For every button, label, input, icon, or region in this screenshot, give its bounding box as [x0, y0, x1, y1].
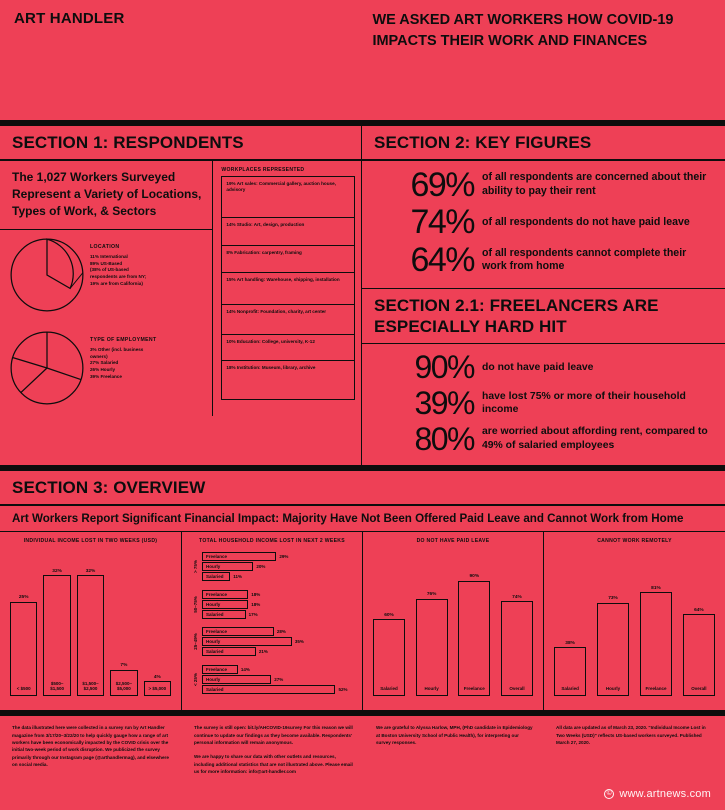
bar: Salaried [202, 685, 335, 694]
bar-value-label: 27% [274, 676, 284, 682]
location-legend-title: LOCATION [90, 244, 120, 251]
bar-category-label: $2,500–$5,000 [115, 680, 133, 692]
section-3-title: SECTION 3: OVERVIEW [12, 478, 206, 498]
bar [77, 575, 104, 696]
bar-value-label: 4% [153, 674, 161, 680]
chart-household-income-lost [182, 532, 363, 710]
key-figures-list [362, 161, 725, 288]
location-pie-icon [8, 236, 86, 319]
bar-category-label: Overall [691, 686, 707, 692]
main-headline: WE ASKED ART WORKERS HOW COVID-19 IMPACTS THEIR WORK AND FINANCES [372, 12, 674, 49]
bar-column [43, 569, 70, 696]
bar-category-label: Freelance [463, 686, 485, 692]
bar: Hourly [202, 562, 253, 571]
note-paragraph: We are happy to share our data with other outlets and resources, including additional statistics that are not illustrated above. Please email us for more information: info@art-handler.com [194, 754, 353, 775]
upper-columns [0, 126, 725, 465]
chart-2-title: TOTAL HOUSEHOLD INCOME LOST IN NEXT 2 WEEKS [199, 538, 345, 545]
bar-column [144, 675, 171, 697]
bar-value-label: 81% [651, 585, 661, 591]
bar-column [458, 574, 490, 696]
bar [458, 581, 490, 696]
workplace-item: 10% Education: College, university, K-12 [221, 334, 355, 361]
bar: Freelance [202, 590, 248, 599]
employment-legend-line: 26% Hourly [90, 367, 116, 373]
chart-cannot-work-remotely [544, 532, 725, 710]
bar-category-label: $500–$1,500 [50, 680, 64, 692]
chart-3-title: DO NOT HAVE PAID LEAVE [416, 538, 490, 545]
bar [43, 575, 70, 696]
bar [144, 681, 171, 696]
note-paragraph: The data illustrated here were collected in a survey run by Art Handler magazine from 3/17/20–3/22/20 to help quickly gauge how a range of art workers have been economically impacted by the COVID crisis over the initial two-week period of work disruption. We publicized the survey primarily through our Instagram page (@arthandlermag), and elsewhere on social media. [12, 725, 169, 768]
bar-category-label: Salaried [561, 686, 579, 692]
bar-column [501, 595, 533, 696]
freelancer-figure-percent: 80% [414, 420, 474, 457]
bar-row [202, 600, 356, 609]
bar-value-label: 29% [279, 554, 289, 560]
chart-1-bars [6, 548, 175, 696]
bar [554, 647, 586, 696]
watermark [604, 788, 711, 800]
employment-legend-line: owners) [90, 353, 108, 359]
note-paragraph: The survey is still open: bit.ly/AHCOVID-19survey For this reason we will continue to update our findings as they become available. Respondents' personal information will remain anonymous. [194, 725, 353, 745]
masthead [0, 0, 725, 120]
chart-4-bars [550, 548, 719, 696]
bar: Salaried [202, 647, 256, 656]
bar-value-label: 74% [512, 594, 522, 600]
bar-column [110, 663, 137, 696]
bar-value-label: 7% [120, 663, 128, 669]
employment-legend-line: 39% Freelance [90, 373, 122, 379]
section-1-lead: The 1,027 Workers Surveyed Represent a Variety of Locations, Types of Work, & Sectors [12, 169, 202, 219]
location-legend-line: (38% of US-based [90, 267, 129, 273]
bar-row [202, 562, 356, 571]
bar [110, 670, 137, 696]
bar-value-label: 35% [294, 639, 304, 645]
axis-group-label: 25–49% [192, 633, 198, 651]
freelancer-figure-percent: 90% [414, 349, 474, 386]
workplace-item: 15% Art handling: Warehouse, shipping, installation [221, 272, 355, 305]
bar-category-label: > $5,000 [148, 686, 167, 692]
key-figure-row [374, 167, 713, 204]
section-2-title: SECTION 2: KEY FIGURES [374, 133, 592, 152]
bar [416, 599, 448, 696]
bar-column [373, 613, 405, 696]
workplace-item: 8% Fabrication: carpentry, framing [221, 245, 355, 273]
bar [373, 619, 405, 696]
bar-group [202, 661, 356, 699]
bar-category-label: Salaried [380, 686, 398, 692]
chart-individual-income-lost [0, 532, 182, 710]
employment-legend-line: 27% Salaried [90, 360, 119, 366]
bar [683, 614, 715, 696]
freelancer-figure-row [374, 350, 713, 385]
bar: Freelance [202, 665, 238, 674]
bar-value-label: 18% [251, 601, 261, 607]
section-2-1-title: SECTION 2.1: FREELANCERS ARE ESPECIALLY HARD HIT [374, 296, 659, 336]
bar-value-label: 52% [338, 686, 348, 692]
bar: Salaried [202, 610, 246, 619]
workplaces-title: WORKPLACES REPRESENTED [221, 166, 305, 173]
footer-notes [0, 716, 725, 776]
freelancer-figure-text: are worried about affording rent, compared to 49% of salaried employees [482, 426, 708, 451]
chart-3-bars [369, 548, 537, 696]
bar-value-label: 64% [694, 607, 704, 613]
chart-1-title: INDIVIDUAL INCOME LOST IN TWO WEEKS (USD) [23, 538, 158, 545]
bar-value-label: 76% [426, 592, 437, 598]
axis-group-label: > 75% [192, 560, 198, 574]
key-figure-percent: 64% [410, 240, 474, 279]
workplace-item: 19% Art sales: Commercial gallery, auction house, advisory [221, 176, 355, 218]
key-figure-text: of all respondents cannot complete their work from home [482, 246, 687, 273]
bar [501, 601, 533, 696]
brand-title: ART HANDLER [14, 10, 125, 27]
bar: Hourly [202, 637, 292, 646]
location-legend-line: respondents are from NY; [90, 274, 147, 280]
axis-group-label: < 25% [192, 672, 198, 686]
bar-value-label: 25% [18, 595, 29, 601]
bar-row [202, 552, 356, 561]
section-1 [0, 126, 362, 465]
bar-category-label: $1,500–$2,500 [82, 680, 99, 692]
bar-row [202, 610, 356, 619]
bar [640, 592, 672, 696]
bar-value-label: 11% [233, 574, 242, 580]
employment-legend-title: TYPE OF EMPLOYMENT [90, 337, 157, 344]
chart-2-bars [188, 548, 356, 698]
employment-legend-line: 3% Other (incl. business [90, 347, 144, 353]
copyright-icon: © [604, 789, 614, 799]
bar-value-label: 32% [52, 568, 62, 574]
freelancer-figure-row [374, 422, 713, 457]
bar-category-label: Overall [509, 686, 525, 692]
employment-pie-icon [8, 329, 86, 412]
chart-2-axis [188, 548, 202, 698]
key-figure-row [374, 204, 713, 241]
freelancer-figure-percent: 39% [414, 384, 474, 421]
bar-row [202, 685, 356, 694]
chart-2-body [202, 548, 356, 698]
workplaces-panel [213, 161, 361, 417]
workplace-item: 18% Institution: Museum, library, archive [221, 360, 355, 400]
bar-column [597, 596, 629, 696]
chart-no-paid-leave [363, 532, 544, 710]
location-chart [0, 230, 212, 323]
key-figure-text: of all respondents are concerned about their ability to pay their rent [482, 171, 707, 197]
note-column-4 [544, 724, 725, 776]
workplace-item: 14% Nonprofit: Foundation, charity, art center [221, 304, 355, 335]
bar [597, 603, 629, 696]
bar-value-label: 28% [276, 629, 286, 635]
bar-column [640, 586, 672, 696]
bar-value-label: 32% [85, 568, 96, 574]
bar-value-label: 90% [469, 574, 480, 580]
bar-column [683, 608, 715, 696]
section-1-left [0, 161, 213, 417]
key-figure-percent: 74% [410, 203, 474, 242]
note-column-1 [0, 724, 182, 776]
bar-row [202, 590, 356, 599]
section-1-body [0, 161, 361, 417]
note-paragraph: We are grateful to Alyssa Harlow, MPH, (PhD candidate in Epidemiology at Boston University School of Public Health), for interpreting our survey responses. [376, 725, 533, 745]
section-2-column [362, 126, 725, 465]
bar-value-label: 17% [248, 611, 258, 617]
bar-value-label: 21% [258, 649, 268, 655]
section-3-subtitle: Art Workers Report Significant Financial Impact: Majority Have Not Been Offered Paid Leave and Cannot Work from Home [12, 511, 684, 525]
employment-chart [0, 323, 212, 416]
watermark-url: www.artnews.com [619, 788, 711, 800]
bar-column [77, 569, 104, 696]
freelancer-figure-text: have lost 75% or more of their household income [482, 390, 686, 416]
bar-category-label: Hourly [605, 686, 621, 692]
charts-row [0, 532, 725, 710]
bar-row [202, 675, 356, 684]
bar-group [202, 623, 356, 661]
bar-column [554, 641, 586, 696]
bar-value-label: 38% [565, 640, 575, 646]
location-legend-line: 11% International [90, 254, 128, 260]
bar: Freelance [202, 552, 276, 561]
bar-value-label: 14% [240, 666, 250, 672]
note-column-2 [182, 724, 364, 776]
bar: Salaried [202, 572, 230, 581]
bar: Hourly [202, 675, 271, 684]
key-figure-row [374, 242, 713, 279]
bar-value-label: 60% [384, 612, 394, 618]
bar-column [416, 592, 448, 696]
key-figure-percent: 69% [410, 165, 474, 204]
bar-value-label: 73% [608, 596, 618, 602]
axis-group-label: 50–75% [192, 596, 198, 613]
employment-legend [86, 329, 157, 380]
bar: Hourly [202, 600, 248, 609]
workplace-item: 14% Studio: Art, design, production [221, 217, 355, 246]
section-3 [0, 471, 725, 710]
bar: Freelance [202, 627, 274, 636]
bar-group [202, 548, 356, 586]
note-column-3 [364, 724, 544, 776]
bar-row [202, 637, 356, 646]
location-legend-line: 89% US-Based [90, 260, 123, 266]
bar-category-label: Freelance [645, 686, 667, 692]
note-paragraph: All data are updated as of March 23, 2020. "Individual Income Lost in Two Weeks (USD)" reflects US-based workers surveyed. Published March 27, 2020. [556, 725, 706, 745]
freelancer-figure-row [374, 386, 713, 421]
location-legend [86, 236, 146, 287]
key-figure-text: of all respondents do not have paid leave [482, 215, 690, 228]
bar-row [202, 647, 356, 656]
location-legend-line: 19% are from California) [90, 280, 143, 286]
bar-row [202, 572, 356, 581]
bar-category-label: Hourly [424, 686, 439, 692]
bar-group [202, 586, 356, 624]
freelancer-figures-list [362, 344, 725, 465]
bar-row [202, 665, 356, 674]
bar-value-label: 18% [251, 591, 261, 597]
bar-row [202, 627, 356, 636]
footer-bar [0, 778, 725, 810]
bar [10, 602, 37, 696]
bar-column [10, 595, 37, 696]
section-1-title: SECTION 1: RESPONDENTS [12, 133, 244, 152]
bar-value-label: 20% [256, 564, 266, 570]
chart-4-title: CANNOT WORK REMOTELY [597, 538, 672, 545]
bar-category-label: < $500 [16, 686, 31, 692]
freelancer-figure-text: do not have paid leave [482, 362, 594, 374]
